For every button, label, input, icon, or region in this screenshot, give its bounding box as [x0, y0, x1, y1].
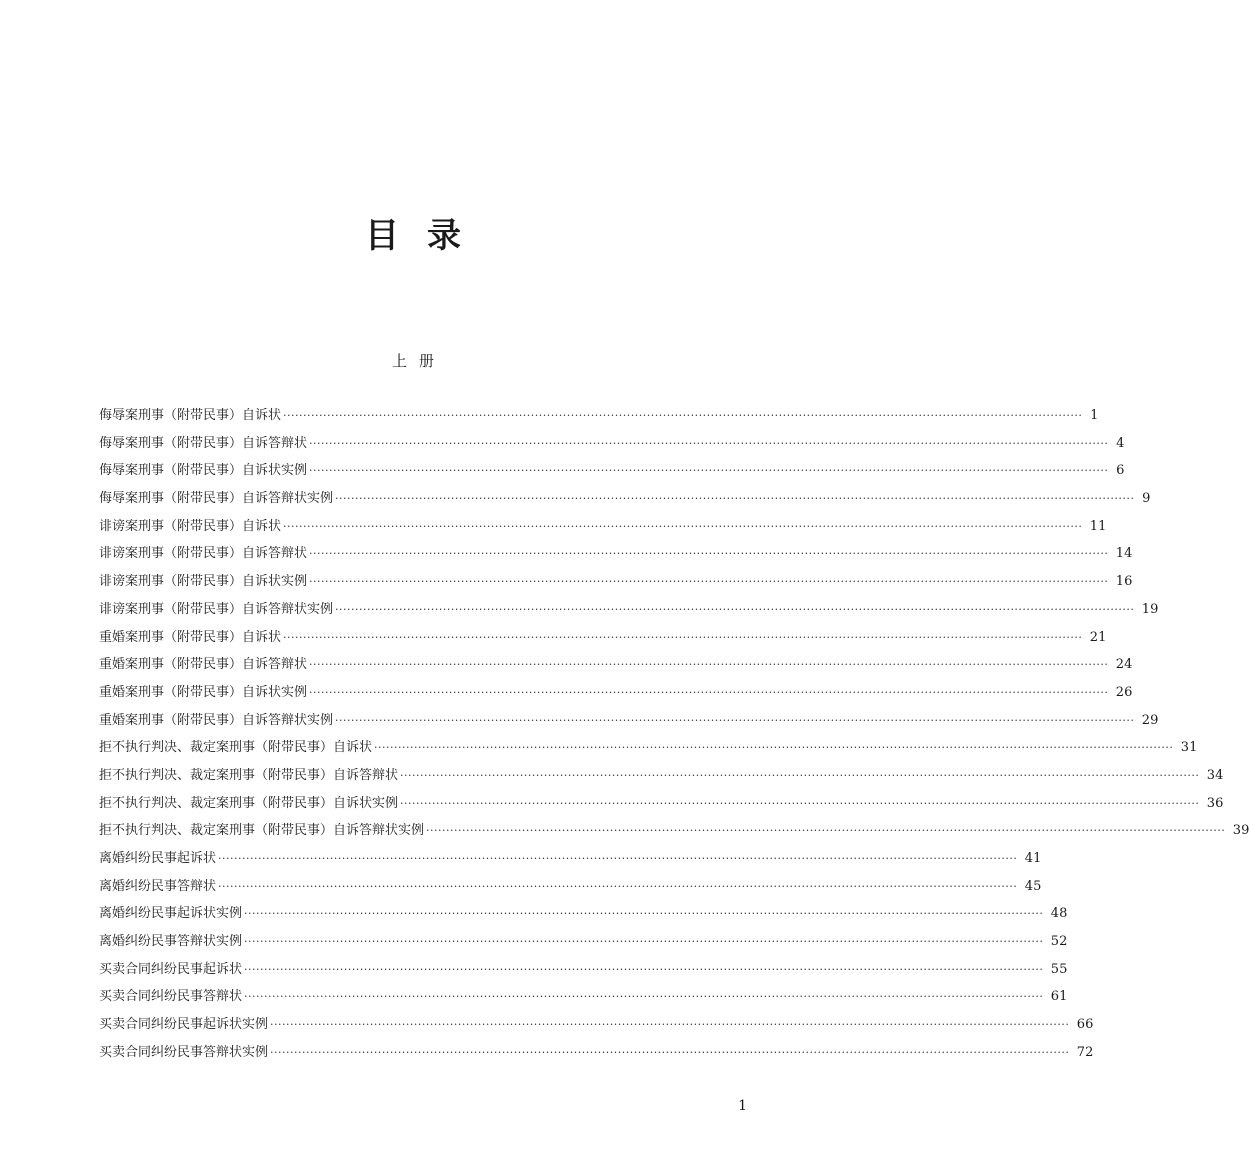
toc-entry[interactable]	[99, 983, 1068, 1011]
page-number: 1	[738, 1098, 747, 1114]
toc-entry-page: 48	[1050, 906, 1068, 922]
toc-dot-leader: ········································································································································································································	[283, 519, 1083, 533]
toc-entry-page: 55	[1050, 961, 1068, 977]
toc-entry[interactable]	[99, 900, 1068, 928]
toc-entry-page: 14	[1115, 546, 1133, 562]
toc-entry-title: 重婚案刑事（附带民事）自诉答辩状实例	[99, 712, 334, 728]
toc-dot-leader: ········································································································································································································	[283, 630, 1083, 644]
toc-entry[interactable]	[99, 956, 1068, 984]
toc-entry-title: 买卖合同纠纷民事起诉状实例	[99, 1017, 269, 1033]
toc-entry[interactable]	[99, 873, 1042, 901]
toc-entry[interactable]	[99, 1011, 1094, 1039]
toc-entry-page: 4	[1116, 435, 1125, 451]
toc-entry-title: 拒不执行判决、裁定案刑事（附带民事）自诉答辩状实例	[99, 823, 425, 839]
toc-entry[interactable]	[99, 568, 1133, 596]
toc-dot-leader: ········································································································································································································	[426, 824, 1226, 838]
toc-entry-page: 9	[1142, 491, 1151, 507]
toc-entry-title: 买卖合同纠纷民事起诉状	[99, 961, 243, 977]
toc-entry-page: 21	[1089, 629, 1107, 645]
toc-entry-title: 重婚案刑事（附带民事）自诉答辩状	[99, 657, 308, 673]
table-of-contents	[99, 402, 1249, 1067]
toc-dot-leader: ········································································································································································································	[400, 768, 1200, 782]
toc-dot-leader: ········································································································································································································	[218, 852, 1018, 865]
toc-entry[interactable]	[99, 624, 1107, 652]
toc-dot-leader: ········································································································································································································	[270, 1018, 1070, 1032]
toc-entry-title: 买卖合同纠纷民事答辩状	[99, 989, 243, 1005]
toc-entry-title: 离婚纠纷民事答辩状实例	[99, 934, 243, 950]
toc-entry-page: 31	[1180, 740, 1198, 756]
toc-entry-title: 侮辱案刑事（附带民事）自诉答辩状	[99, 435, 308, 451]
toc-dot-leader: ········································································································································································································	[309, 436, 1109, 450]
toc-entry-page: 39	[1232, 823, 1249, 839]
toc-entry[interactable]	[99, 790, 1224, 818]
toc-dot-leader: ········································································································································································································	[244, 907, 1044, 921]
toc-entry-page: 26	[1115, 684, 1133, 700]
toc-dot-leader: ········································································································································································································	[335, 713, 1135, 727]
toc-dot-leader: ········································································································································································································	[218, 879, 1018, 893]
toc-entry-title: 侮辱案刑事（附带民事）自诉答辩状实例	[99, 491, 334, 507]
toc-dot-leader: ········································································································································································································	[374, 741, 1174, 755]
toc-entry[interactable]	[99, 707, 1159, 735]
toc-dot-leader: ········································································································································································································	[309, 464, 1109, 478]
toc-entry-page: 34	[1206, 767, 1224, 783]
toc-entry-page: 72	[1076, 1044, 1094, 1060]
toc-dot-leader: ········································································································································································································	[335, 492, 1135, 506]
toc-entry-title: 重婚案刑事（附带民事）自诉状实例	[99, 684, 308, 700]
toc-entry-title: 重婚案刑事（附带民事）自诉状	[99, 629, 282, 645]
toc-entry[interactable]	[99, 596, 1159, 624]
toc-entry-page: 29	[1141, 712, 1159, 728]
toc-entry-page: 52	[1050, 934, 1068, 950]
toc-entry-page: 6	[1116, 463, 1125, 479]
toc-entry-page: 11	[1089, 518, 1107, 534]
toc-entry[interactable]	[99, 762, 1224, 790]
toc-dot-leader: ········································································································································································································	[400, 796, 1200, 810]
toc-entry-page: 45	[1024, 878, 1042, 894]
toc-entry[interactable]	[99, 402, 1099, 430]
toc-entry-page: 61	[1050, 989, 1068, 1005]
toc-entry[interactable]	[99, 1039, 1094, 1067]
toc-entry-title: 买卖合同纠纷民事答辩状实例	[99, 1044, 269, 1060]
toc-dot-leader: ········································································································································································································	[309, 575, 1109, 589]
page-title: 目录	[365, 216, 489, 256]
toc-entry[interactable]	[99, 817, 1249, 845]
toc-entry-title: 拒不执行判决、裁定案刑事（附带民事）自诉状	[99, 740, 373, 756]
toc-entry-title: 诽谤案刑事（附带民事）自诉状实例	[99, 574, 308, 590]
toc-entry-title: 拒不执行判决、裁定案刑事（附带民事）自诉状实例	[99, 795, 399, 811]
toc-dot-leader: ········································································································································································································	[309, 547, 1109, 561]
toc-entry-title: 侮辱案刑事（附带民事）自诉状	[99, 408, 282, 423]
toc-dot-leader: ········································································································································································································	[309, 658, 1109, 672]
toc-dot-leader: ········································································································································································································	[283, 409, 1083, 422]
toc-dot-leader: ········································································································································································································	[270, 1045, 1070, 1059]
toc-entry-page: 1	[1090, 408, 1099, 423]
toc-entry-page: 66	[1076, 1017, 1094, 1033]
toc-dot-leader: ········································································································································································································	[335, 602, 1135, 616]
toc-entry-title: 离婚纠纷民事起诉状实例	[99, 906, 243, 922]
toc-entry[interactable]	[99, 845, 1042, 873]
volume-label: 上册	[391, 352, 446, 370]
toc-entry-title: 诽谤案刑事（附带民事）自诉答辩状	[99, 546, 308, 562]
toc-dot-leader: ········································································································································································································	[244, 962, 1044, 976]
toc-entry-title: 诽谤案刑事（附带民事）自诉答辩状实例	[99, 601, 334, 617]
toc-entry-title: 离婚纠纷民事起诉状	[99, 851, 217, 866]
toc-entry-title: 离婚纠纷民事答辩状	[99, 878, 217, 894]
toc-entry[interactable]	[99, 457, 1125, 485]
toc-dot-leader: ········································································································································································································	[244, 990, 1044, 1004]
toc-entry-page: 19	[1141, 601, 1159, 617]
toc-entry-page: 24	[1115, 657, 1133, 673]
toc-entry[interactable]	[99, 485, 1151, 513]
toc-entry[interactable]	[99, 679, 1133, 707]
toc-entry-page: 41	[1024, 851, 1042, 866]
toc-entry-page: 36	[1206, 795, 1224, 811]
toc-dot-leader: ········································································································································································································	[244, 935, 1044, 949]
toc-entry[interactable]	[99, 928, 1068, 956]
toc-entry-page: 16	[1115, 574, 1133, 590]
toc-entry[interactable]	[99, 734, 1198, 762]
toc-entry[interactable]	[99, 540, 1133, 568]
toc-entry[interactable]	[99, 430, 1125, 458]
toc-entry[interactable]	[99, 513, 1107, 541]
toc-entry[interactable]	[99, 651, 1133, 679]
toc-dot-leader: ········································································································································································································	[309, 685, 1109, 699]
toc-entry-title: 拒不执行判决、裁定案刑事（附带民事）自诉答辩状	[99, 767, 399, 783]
toc-entry-title: 诽谤案刑事（附带民事）自诉状	[99, 518, 282, 534]
toc-entry-title: 侮辱案刑事（附带民事）自诉状实例	[99, 463, 308, 479]
